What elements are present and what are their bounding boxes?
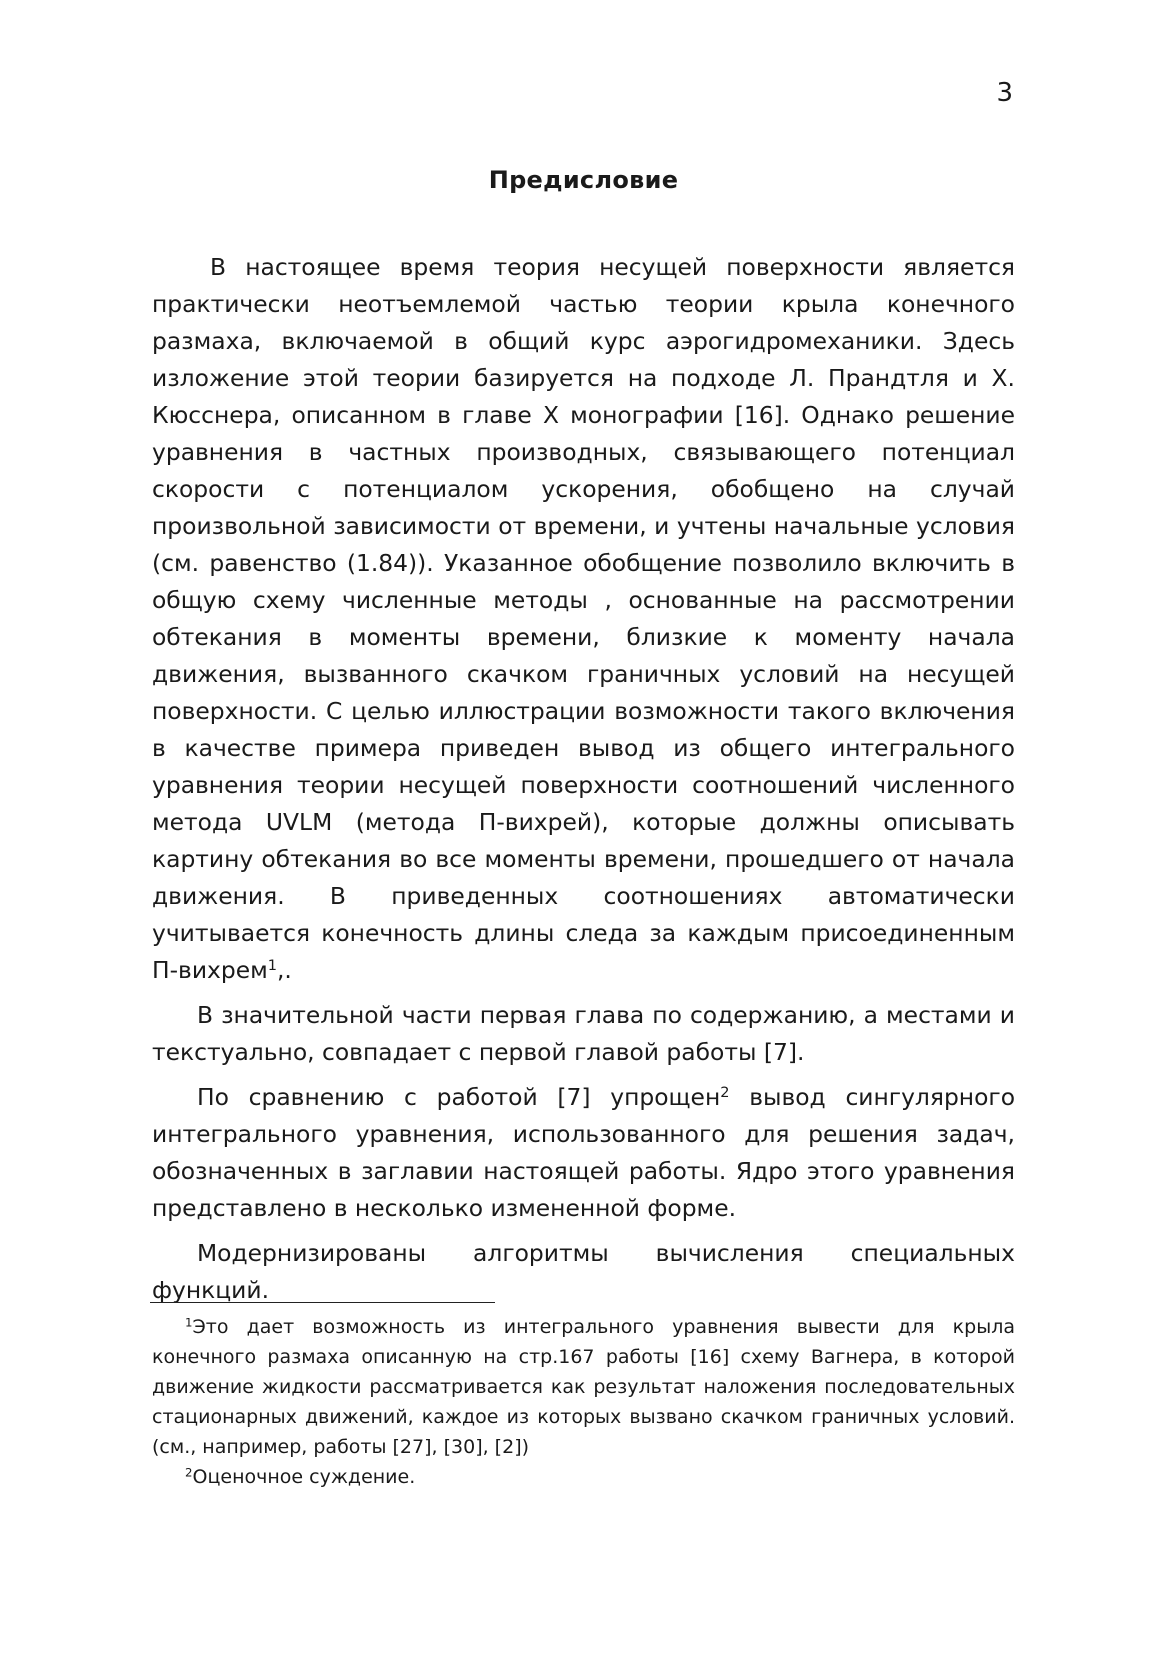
- paragraph-3: [152, 1079, 1015, 1227]
- paragraph-1-tail: ,.: [276, 956, 292, 984]
- footnote-1: [152, 1312, 1015, 1462]
- body-text: [152, 249, 1015, 1309]
- paragraph-2-text: В значительной части первая глава по содержанию, а местами и текстуально, совпадает с первой главой работы [7].: [152, 1001, 1015, 1066]
- paragraph-3-text-a: По сравнению с работой [7] упрощен: [197, 1083, 721, 1111]
- paragraph-1-text: В настоящее время теория несущей поверхности является практически неотъемлемой частью теории крыла конечного размаха, включаемой в общий курс аэрогидромеханики. Здесь изложение этой теории базируется на подходе Л. Прандтля и Х. Кюсснера, описанном в главе X монографии [16]. Однако решение уравнения в частных производных, связывающего потенциал скорости с потенциалом ускорения, обобщено на случай произвольной зависимости от времени, и учтены начальные условия (см. равенство (1.84)). Указанное обобщение позволило включить в общую схему численные методы , основанные на рассмотрении обтекания в моменты времени, близкие к моменту начала движения, вызванного скачком граничных условий на несущей поверхности. С целью иллюстрации возможности такого включения в качестве примера приведен вывод из общего интегрального уравнения теории несущей поверхности соотношений численного метода UVLM (метода П-вихрей), которые должны описывать картину обтекания во все моменты времени, прошедшего от начала движения. В приведенных соотношениях автоматически учитывается конечность длины следа за каждым присоединенным П-вихрем: [152, 253, 1015, 984]
- page-number: 3: [996, 78, 1013, 108]
- footnote-2-text: Оценочное суждение.: [192, 1466, 416, 1488]
- footnotes: [152, 1312, 1015, 1492]
- footnote-2-mark: 2: [185, 1465, 193, 1480]
- paragraph-4-text: Модернизированы алгоритмы вычисления специальных функций.: [152, 1239, 1015, 1304]
- paragraph-3-text-b: вывод сингулярного интегрального уравнения, использованного для решения задач, обозначенных в заглавии настоящей работы. Ядро этого уравнения представлено в несколько измененной форме.: [152, 1083, 1016, 1222]
- page-title: Предисловие: [488, 166, 679, 194]
- footnote-1-mark: 1: [185, 1315, 193, 1330]
- footnote-divider: [150, 1302, 495, 1303]
- paragraph-4: [152, 1235, 1015, 1309]
- footnote-2: [152, 1462, 1015, 1492]
- paragraph-1: [152, 249, 1015, 989]
- footnote-1-text: Это дает возможность из интегрального уравнения вывести для крыла конечного размаха описанную на стр.167 работы [16] схему Вагнера, в которой движение жидкости рассматривается как результат наложения последовательных стационарных движений, каждое из которых вызвано скачком граничных условий.(см., например, работы [27], [30], [2]): [152, 1316, 1015, 1458]
- paragraph-2: [152, 997, 1015, 1071]
- footnote-ref-1: 1: [267, 958, 277, 975]
- footnote-ref-2: 2: [720, 1085, 730, 1102]
